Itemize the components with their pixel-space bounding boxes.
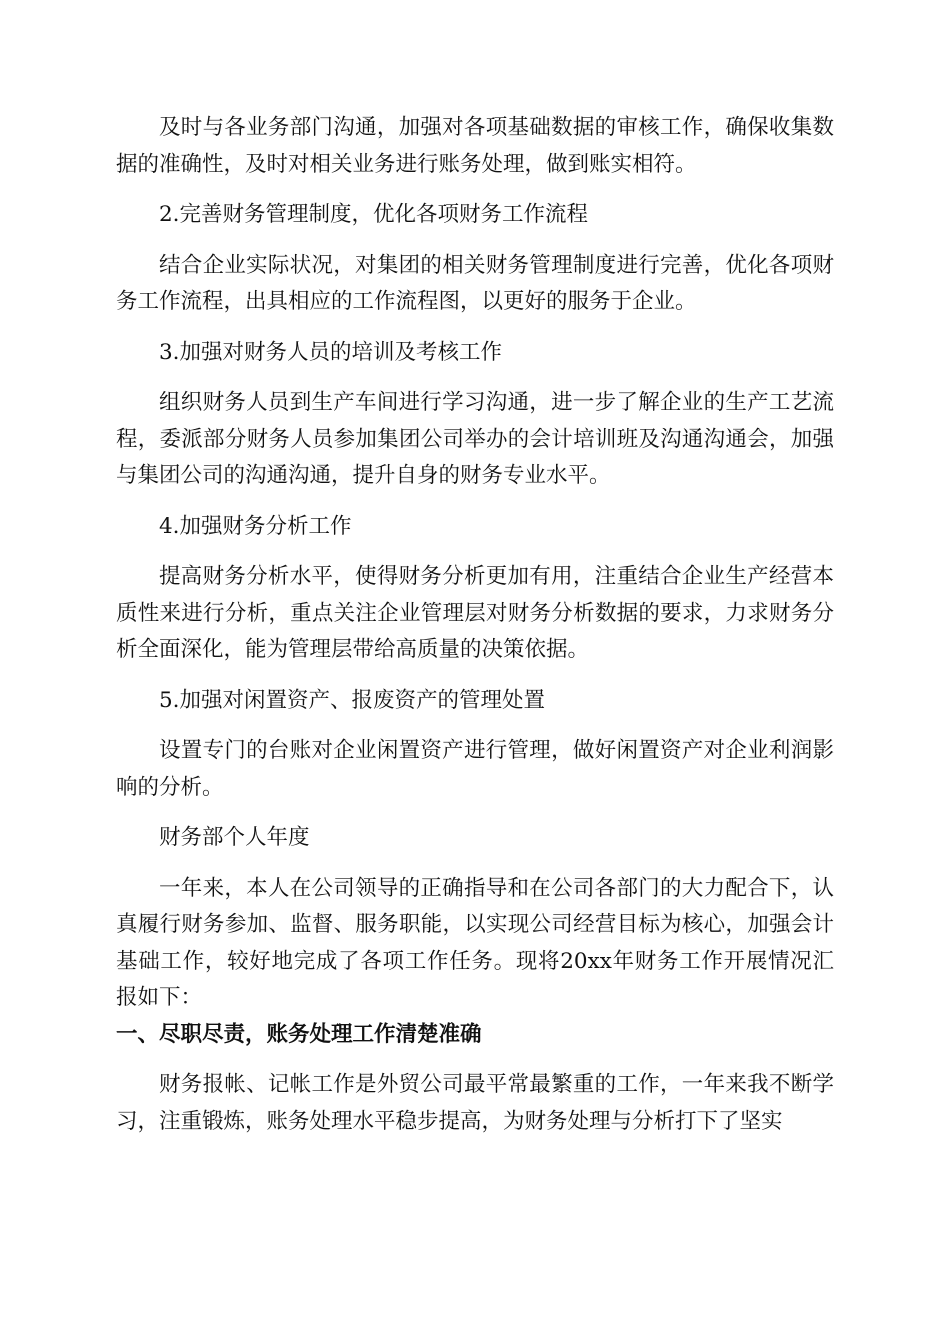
item-2-title: 2.完善财务管理制度，优化各项财务工作流程 bbox=[159, 202, 589, 227]
paragraph-bookkeeping: 财务报帐、记帐工作是外贸公司最平常最繁重的工作，一年来我不断学习，注重锻炼，账务处理水平稳步提高，为财务处理与分析打下了坚实 bbox=[116, 1072, 834, 1134]
item-4-title: 4.加强财务分析工作 bbox=[159, 513, 352, 539]
paragraph-annual-summary: 一年来，本人在公司领导的正确指导和在公司各部门的大力配合下，认真履行财务参加、监督、服务职能，以实现公司经营目标为核心，加强会计基础工作，较好地完成了各项工作任务。现将20xx年财务工作开展情况汇报如下： bbox=[116, 875, 834, 1010]
item-3-title: 3.加强对财务人员的培训及考核工作 bbox=[159, 339, 503, 365]
document-page bbox=[116, 110, 834, 1140]
section-title: 财务部个人年度 bbox=[159, 825, 310, 850]
paragraph-financial-analysis: 提高财务分析水平，使得财务分析更加有用，注重结合企业生产经营本质性来进行分析，重点关注企业管理层对财务分析数据的要求，力求财务分析全面深化，能为管理层带给高质量的决策依据。 bbox=[116, 564, 834, 662]
paragraph-data-accuracy: 及时与各业务部门沟通，加强对各项基础数据的审核工作，确保收集数据的准确性，及时对相关业务进行账务处理，做到账实相符。 bbox=[116, 115, 834, 177]
item-5-title: 5.加强对闲置资产、报废资产的管理处置 bbox=[159, 687, 546, 713]
paragraph-idle-assets: 设置专门的台账对企业闲置资产进行管理，做好闲置资产对企业利润影响的分析。 bbox=[116, 738, 834, 800]
paragraph-management-system: 结合企业实际状况，对集团的相关财务管理制度进行完善，优化各项财务工作流程，出具相应的工作流程图，以更好的服务于企业。 bbox=[116, 252, 834, 314]
heading-accounting-work: 一、尽职尽责，账务处理工作清楚准确 bbox=[116, 1021, 482, 1047]
paragraph-staff-training: 组织财务人员到生产车间进行学习沟通，进一步了解企业的生产工艺流程，委派部分财务人员参加集团公司举办的会计培训班及沟通沟通会，加强与集团公司的沟通沟通，提升自身的财务专业水平。 bbox=[116, 390, 834, 488]
